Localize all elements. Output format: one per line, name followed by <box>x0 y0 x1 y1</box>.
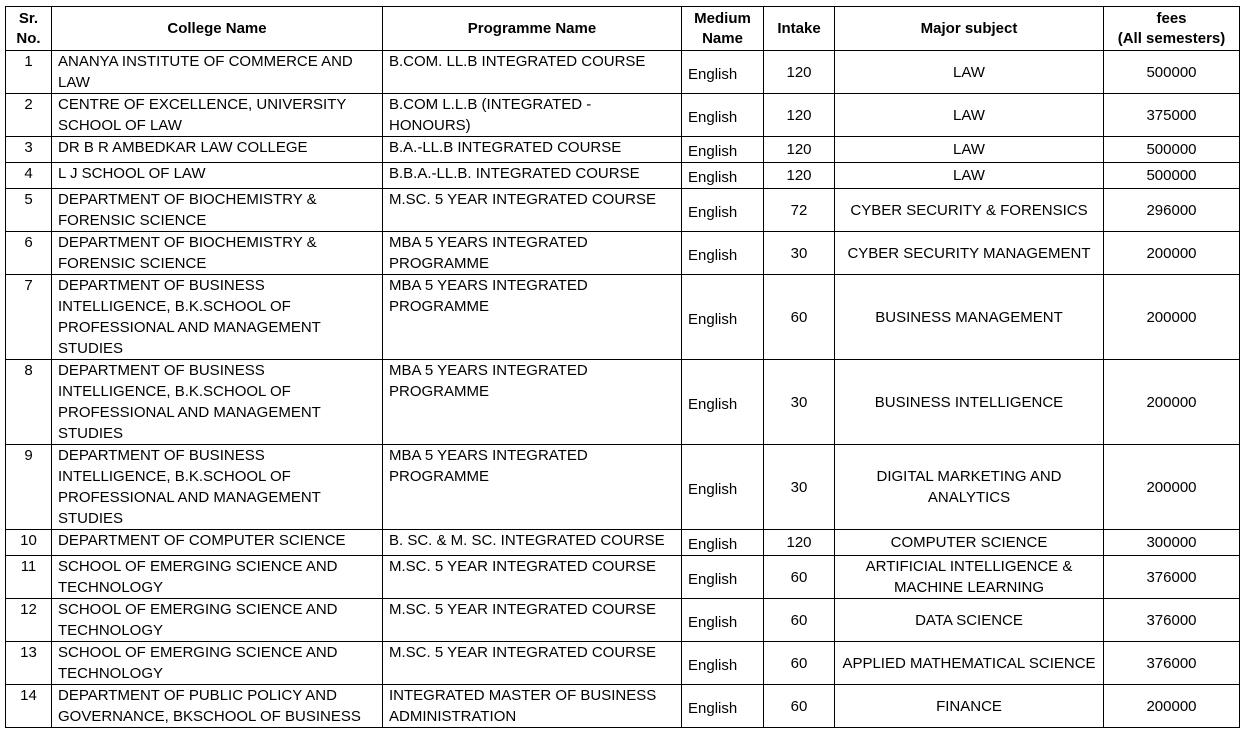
cell-fees: 200000 <box>1104 275 1240 360</box>
table-row <box>6 163 1240 189</box>
cell-medium: English <box>682 530 764 556</box>
header-fees-line2: (All semesters) <box>1117 29 1226 47</box>
cell-intake: 120 <box>764 94 835 137</box>
cell-medium: English <box>682 360 764 445</box>
cell-intake: 60 <box>764 599 835 642</box>
cell-sr-no: 5 <box>6 189 52 232</box>
cell-intake: 120 <box>764 530 835 556</box>
cell-fees: 200000 <box>1104 360 1240 445</box>
cell-intake: 60 <box>764 685 835 728</box>
cell-sr-no: 10 <box>6 530 52 556</box>
cell-programme-name: B.A.-LL.B INTEGRATED COURSE <box>383 137 682 163</box>
cell-major-subject: LAW <box>835 137 1104 163</box>
cell-medium: English <box>682 163 764 189</box>
cell-intake: 30 <box>764 232 835 275</box>
cell-major-subject: ARTIFICIAL INTELLIGENCE & MACHINE LEARNING <box>835 556 1104 599</box>
cell-medium: English <box>682 685 764 728</box>
header-medium-line1: Medium <box>694 9 751 27</box>
table-row <box>6 51 1240 94</box>
cell-intake: 120 <box>764 51 835 94</box>
cell-programme-name: MBA 5 YEARS INTEGRATED PROGRAMME <box>383 232 682 275</box>
cell-medium: English <box>682 599 764 642</box>
cell-intake: 60 <box>764 556 835 599</box>
cell-intake: 120 <box>764 137 835 163</box>
header-row <box>6 7 1240 51</box>
cell-college-name: DEPARTMENT OF BUSINESS INTELLIGENCE, B.K.SCHOOL OF PROFESSIONAL AND MANAGEMENT STUDIES <box>52 275 383 360</box>
cell-sr-no: 1 <box>6 51 52 94</box>
cell-medium: English <box>682 275 764 360</box>
cell-sr-no: 11 <box>6 556 52 599</box>
cell-major-subject: CYBER SECURITY MANAGEMENT <box>835 232 1104 275</box>
cell-major-subject: COMPUTER SCIENCE <box>835 530 1104 556</box>
header-medium-name <box>682 7 764 51</box>
cell-medium: English <box>682 232 764 275</box>
header-sr-line2: No. <box>16 29 41 47</box>
cell-programme-name: M.SC. 5 YEAR INTEGRATED COURSE <box>383 189 682 232</box>
header-fees-line1: fees <box>1156 9 1187 27</box>
cell-programme-name: B.B.A.-LL.B. INTEGRATED COURSE <box>383 163 682 189</box>
cell-programme-name: B.COM. LL.B INTEGRATED COURSE <box>383 51 682 94</box>
cell-major-subject: LAW <box>835 163 1104 189</box>
table-row <box>6 232 1240 275</box>
cell-programme-name: M.SC. 5 YEAR INTEGRATED COURSE <box>383 556 682 599</box>
cell-programme-name: M.SC. 5 YEAR INTEGRATED COURSE <box>383 599 682 642</box>
cell-college-name: SCHOOL OF EMERGING SCIENCE AND TECHNOLOGY <box>52 556 383 599</box>
cell-major-subject: LAW <box>835 51 1104 94</box>
header-intake: Intake <box>764 7 835 51</box>
header-programme-name: Programme Name <box>383 7 682 51</box>
cell-sr-no: 3 <box>6 137 52 163</box>
cell-fees: 296000 <box>1104 189 1240 232</box>
cell-fees: 500000 <box>1104 137 1240 163</box>
cell-sr-no: 8 <box>6 360 52 445</box>
table-row <box>6 137 1240 163</box>
cell-sr-no: 6 <box>6 232 52 275</box>
cell-fees: 500000 <box>1104 51 1240 94</box>
cell-medium: English <box>682 137 764 163</box>
cell-sr-no: 13 <box>6 642 52 685</box>
cell-medium: English <box>682 556 764 599</box>
cell-programme-name: B. SC. & M. SC. INTEGRATED COURSE <box>383 530 682 556</box>
cell-major-subject: APPLIED MATHEMATICAL SCIENCE <box>835 642 1104 685</box>
cell-major-subject: BUSINESS INTELLIGENCE <box>835 360 1104 445</box>
cell-college-name: DEPARTMENT OF BIOCHEMISTRY & FORENSIC SCIENCE <box>52 232 383 275</box>
table-row <box>6 685 1240 728</box>
cell-sr-no: 4 <box>6 163 52 189</box>
table-row <box>6 94 1240 137</box>
header-major-subject: Major subject <box>835 7 1104 51</box>
cell-college-name: DEPARTMENT OF BIOCHEMISTRY & FORENSIC SCIENCE <box>52 189 383 232</box>
cell-medium: English <box>682 94 764 137</box>
cell-fees: 376000 <box>1104 642 1240 685</box>
cell-medium: English <box>682 445 764 530</box>
cell-medium: English <box>682 51 764 94</box>
header-college-name: College Name <box>52 7 383 51</box>
table-row <box>6 642 1240 685</box>
header-sr-no <box>6 7 52 51</box>
header-medium-line2: Name <box>702 29 743 47</box>
cell-fees: 300000 <box>1104 530 1240 556</box>
cell-sr-no: 12 <box>6 599 52 642</box>
cell-programme-name: INTEGRATED MASTER OF BUSINESS ADMINISTRATION <box>383 685 682 728</box>
cell-fees: 376000 <box>1104 599 1240 642</box>
cell-sr-no: 14 <box>6 685 52 728</box>
table-row <box>6 189 1240 232</box>
cell-intake: 30 <box>764 445 835 530</box>
cell-college-name: CENTRE OF EXCELLENCE, UNIVERSITY SCHOOL OF LAW <box>52 94 383 137</box>
cell-programme-name: M.SC. 5 YEAR INTEGRATED COURSE <box>383 642 682 685</box>
cell-fees: 200000 <box>1104 232 1240 275</box>
programme-table <box>5 6 1240 728</box>
cell-programme-name: MBA 5 YEARS INTEGRATED PROGRAMME <box>383 275 682 360</box>
table-row <box>6 599 1240 642</box>
cell-fees: 376000 <box>1104 556 1240 599</box>
cell-college-name: SCHOOL OF EMERGING SCIENCE AND TECHNOLOGY <box>52 599 383 642</box>
cell-college-name: DR B R AMBEDKAR LAW COLLEGE <box>52 137 383 163</box>
cell-college-name: DEPARTMENT OF BUSINESS INTELLIGENCE, B.K.SCHOOL OF PROFESSIONAL AND MANAGEMENT STUDIES <box>52 445 383 530</box>
cell-programme-name: MBA 5 YEARS INTEGRATED PROGRAMME <box>383 445 682 530</box>
cell-fees: 500000 <box>1104 163 1240 189</box>
header-fees <box>1104 7 1240 51</box>
cell-major-subject: DATA SCIENCE <box>835 599 1104 642</box>
table-row <box>6 360 1240 445</box>
cell-intake: 60 <box>764 642 835 685</box>
cell-college-name: DEPARTMENT OF BUSINESS INTELLIGENCE, B.K.SCHOOL OF PROFESSIONAL AND MANAGEMENT STUDIES <box>52 360 383 445</box>
header-sr-line1: Sr. <box>18 9 39 27</box>
cell-medium: English <box>682 189 764 232</box>
cell-intake: 30 <box>764 360 835 445</box>
cell-intake: 120 <box>764 163 835 189</box>
cell-major-subject: DIGITAL MARKETING AND ANALYTICS <box>835 445 1104 530</box>
cell-college-name: DEPARTMENT OF PUBLIC POLICY AND GOVERNANCE, BKSCHOOL OF BUSINESS <box>52 685 383 728</box>
table-row <box>6 445 1240 530</box>
cell-major-subject: CYBER SECURITY & FORENSICS <box>835 189 1104 232</box>
cell-intake: 72 <box>764 189 835 232</box>
cell-sr-no: 7 <box>6 275 52 360</box>
cell-intake: 60 <box>764 275 835 360</box>
cell-major-subject: FINANCE <box>835 685 1104 728</box>
cell-programme-name: MBA 5 YEARS INTEGRATED PROGRAMME <box>383 360 682 445</box>
cell-fees: 200000 <box>1104 685 1240 728</box>
cell-college-name: SCHOOL OF EMERGING SCIENCE AND TECHNOLOGY <box>52 642 383 685</box>
cell-programme-name: B.COM L.L.B (INTEGRATED - HONOURS) <box>383 94 682 137</box>
cell-sr-no: 2 <box>6 94 52 137</box>
cell-sr-no: 9 <box>6 445 52 530</box>
cell-major-subject: LAW <box>835 94 1104 137</box>
cell-college-name: DEPARTMENT OF COMPUTER SCIENCE <box>52 530 383 556</box>
table-row <box>6 275 1240 360</box>
cell-major-subject: BUSINESS MANAGEMENT <box>835 275 1104 360</box>
cell-college-name: L J SCHOOL OF LAW <box>52 163 383 189</box>
cell-medium: English <box>682 642 764 685</box>
cell-fees: 200000 <box>1104 445 1240 530</box>
cell-college-name: ANANYA INSTITUTE OF COMMERCE AND LAW <box>52 51 383 94</box>
cell-fees: 375000 <box>1104 94 1240 137</box>
table-row <box>6 556 1240 599</box>
table-row <box>6 530 1240 556</box>
